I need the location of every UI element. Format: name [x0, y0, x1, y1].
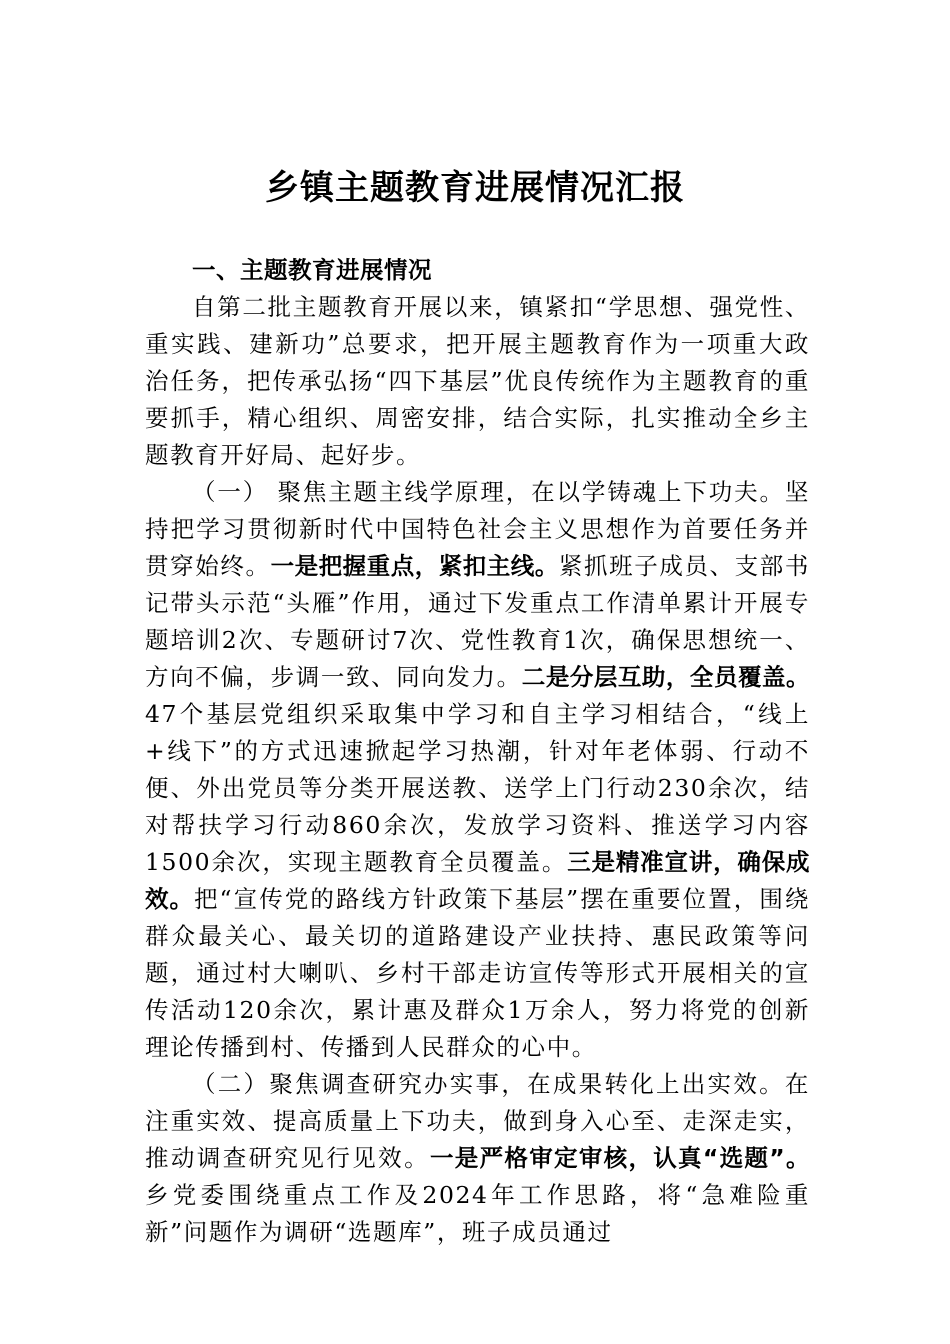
section-1-bold-1: 一是把握重点，紧扣主线。	[270, 552, 559, 580]
document-body	[145, 252, 810, 1251]
section-1-text-4: 把“宣传党的路线方针政策下基层”摆在重要位置，围绕群众最关心、最关切的道路建设产业扶持、惠民政策等问题，通过村大喇叭、乡村干部走访宣传等形式开展相关的宣传活动120余次，累计惠及群众1万余人，努力将党的创新理论传播到村、传播到人民群众的心中。	[145, 885, 811, 1061]
section-2-bold-1: 一是严格审定审核，认真“选题”。	[429, 1144, 810, 1172]
section-1-text-3: 47个基层党组织采取集中学习和自主学习相结合，“线上+线下”的方式迅速掀起学习热潮，针对年老体弱、行动不便、外出党员等分类开展送教、送学上门行动230余次，结对帮扶学习行动860余次，发放学习资料、推送学习内容1500余次，实现主题教育全员覆盖。	[145, 700, 810, 876]
section-1-bold-2: 二是分层互助，全员覆盖。	[521, 663, 811, 691]
intro-paragraph: 自第二批主题教育开展以来，镇紧扣“学思想、强党性、重实践、建新功”总要求，把开展主题教育作为一项重大政治任务，把传承弘扬“四下基层”优良传统作为主题教育的重要抓手，精心组织、周密安排，结合实际，扎实推动全乡主题教育开好局、起好步。	[145, 293, 810, 469]
section-1-paragraph	[145, 474, 810, 1066]
section-2-text-1: （二）聚焦调查研究办实事，在成果转化上出实效。在注重实效、提高质量上下功夫，做到身入心至、走深走实，推动调查研究见行见效。	[145, 1070, 810, 1172]
section-1-text-1: （一） 聚焦主题主线学原理，在以学铸魂上下功夫。坚持把学习贯彻新时代中国特色社会主义思想作为首要任务并贯穿始终。	[145, 478, 810, 580]
document-title: 乡镇主题教育进展情况汇报	[265, 168, 685, 208]
section-1-bold-3: 三是精准宣讲，确保成效。	[145, 848, 811, 913]
section-1-text-2: 紧抓班子成员、支部书记带头示范“头雁”作用，通过下发重点工作清单累计开展专题培训2次、专题研讨7次、党性教育1次，确保思想统一、方向不偏，步调一致、同向发力。	[145, 552, 811, 691]
section-2-text-2: 乡党委围绕重点工作及2024年工作思路，将“急难险重新”问题作为调研“选题库”，班子成员通过	[145, 1181, 810, 1246]
section-2-paragraph	[145, 1066, 810, 1251]
section-heading-1: 一、主题教育进展情况	[192, 256, 432, 284]
